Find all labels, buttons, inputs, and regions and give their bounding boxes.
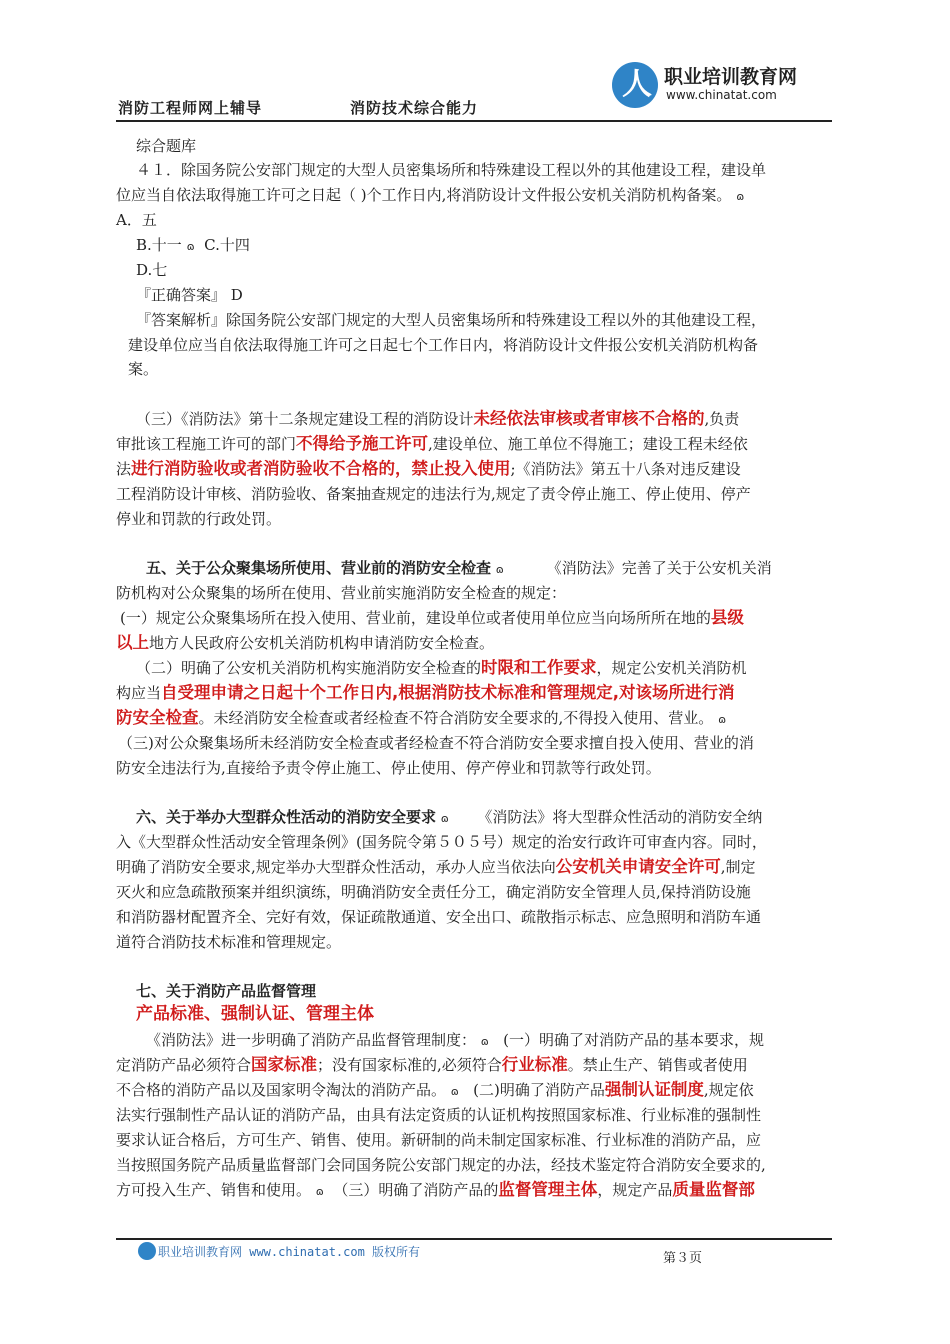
section5-heading: 五、关于公众聚集场所使用、营业前的消防安全检查 ɷ 《消防法》完善了关于公安机关消 — [146, 559, 772, 577]
para3-line5: 停业和罚款的行政处罚。 — [116, 510, 282, 528]
page-number: 第３页 — [663, 1251, 703, 1266]
paragraph-mark-icon: ɷ — [186, 240, 195, 253]
section7-subheading: 产品标准、强制认证、管理主体 — [136, 1004, 374, 1024]
header-course-name: 消防工程师网上辅导 — [118, 99, 263, 117]
section5-line4: 以上地方人民政府公安机关消防机构申请消防安全检查。 — [116, 633, 495, 652]
section7-line6: 当按照国务院产品质量监督部门会同国务院公安部门规定的办法，经技术鉴定符合消防安全要求的, — [116, 1156, 766, 1174]
section7-line3: 不合格的消防产品以及国家明令淘汰的消防产品。 ɷ (二)明确了消防产品强制认证制度,规定依 — [116, 1080, 754, 1099]
section5-line5: （二）明确了公安机关消防机构实施消防安全检查的时限和工作要求，规定公安机关消防机 — [136, 658, 747, 677]
paragraph-mark-icon: ɷ — [718, 713, 727, 726]
logo-url: www.chinatat.com — [666, 88, 777, 102]
option-b-c: B.十一 ɷ C.十四 — [136, 236, 250, 254]
section6-line4: 灭火和应急疏散预案并组织演练，明确消防安全责任分工，确定消防安全管理人员,保持消防设施 — [116, 883, 751, 901]
para3-line1: （三）《消防法》第十二条规定建设工程的消防设计未经依法审核或者审核不合格的,负责 — [136, 409, 740, 428]
section7-line2: 定消防产品必须符合国家标准；没有国家标准的,必须符合行业标准。禁止生产、销售或者使用 — [116, 1055, 748, 1074]
section7-heading: 七、关于消防产品监督管理 — [136, 982, 317, 1000]
paragraph-mark-icon: ɷ — [315, 1185, 324, 1198]
question-text: ４１．除国务院公安部门规定的大型人员密集场所和特殊建设工程以外的其他建设工程，建设单 — [136, 161, 767, 179]
option-a: A．五 — [116, 211, 157, 229]
logo-site-name: 职业培训教育网 — [664, 66, 798, 88]
section5-line9: 防安全违法行为,直接给予责令停止施工、停止使用、停产停业和罚款等行政处罚。 — [116, 759, 661, 777]
paragraph-mark-icon: ɷ — [480, 1035, 489, 1048]
section7-line4: 法实行强制性产品认证的消防产品，由具有法定资质的认证机构按照国家标准、行业标准的强制性 — [116, 1106, 762, 1124]
answer-analysis-end: 案。 — [128, 360, 159, 378]
footer-rule — [116, 1238, 832, 1240]
para3-line3: 法进行消防验收或者消防验收不合格的，禁止投入使用;《消防法》第五十八条对违反建设 — [116, 459, 741, 478]
paragraph-mark-icon: ɷ — [450, 1085, 459, 1098]
option-d: D.七 — [136, 261, 168, 279]
question-text-cont: 位应当自依法取得施工许可之日起（ )个工作日内,将消防设计文件报公安机关消防机构备案。 ɷ — [116, 186, 745, 204]
section5-line7: 防安全检查。未经消防安全检查或者经检查不符合消防安全要求的,不得投入使用、营业。 ɷ — [116, 708, 727, 727]
para3-line2: 审批该工程施工许可的部门不得给予施工许可,建设单位、施工单位不得施工；建设工程未经依 — [116, 434, 748, 453]
section6-line5: 和消防器材配置齐全、完好有效，保证疏散通道、安全出口、疏散指示标志、应急照明和消防车通 — [116, 908, 762, 926]
section6-line2: 入《大型群众性活动安全管理条例》(国务院令第５０５号）规定的治安行政许可审查内容。同时， — [116, 833, 767, 851]
section5-line6: 构应当自受理申请之日起十个工作日内,根据消防技术标准和管理规定,对该场所进行消 — [116, 683, 735, 702]
paragraph-mark-icon: ɷ — [736, 190, 745, 203]
section6-line3: 明确了消防安全要求,规定举办大型群众性活动，承办人应当依法向公安机关申请安全许可,制定 — [116, 857, 756, 876]
paragraph-mark-icon: ɷ — [495, 563, 504, 576]
header-rule — [116, 120, 832, 122]
para3-line4: 工程消防设计审核、消防验收、备案抽查规定的违法行为,规定了责令停止施工、停止使用、停产 — [116, 485, 751, 503]
running-person-icon: 人 — [612, 62, 658, 108]
question-bank-label: 综合题库 — [136, 137, 197, 155]
section5-line3: (一）规定公众聚集场所在投入使用、营业前，建设单位或者使用单位应当向场所所在地的县级 — [120, 608, 744, 627]
correct-answer: 『正确答案』 D — [136, 286, 243, 304]
header-subject: 消防技术综合能力 — [350, 99, 479, 117]
site-logo — [612, 60, 822, 116]
section7-line7: 方可投入生产、销售和使用。 ɷ （三）明确了消防产品的监督管理主体，规定产品质量监督部 — [116, 1180, 755, 1199]
paragraph-mark-icon: ɷ — [440, 812, 449, 825]
section7-line1: 《消防法》进一步明确了消防产品监督管理制度： ɷ (一）明确了对消防产品的基本要求，规 — [146, 1031, 764, 1049]
section5-line8: （三)对公众聚集场所未经消防安全检查或者经检查不符合消防安全要求擅自投入使用、营业的消 — [118, 734, 754, 752]
section7-line5: 要求认证合格后，方可生产、销售、使用。新研制的尚未制定国家标准、行业标准的消防产品，应 — [116, 1131, 762, 1149]
section6-line6: 道符合消防技术标准和管理规定。 — [116, 933, 342, 951]
answer-analysis-cont: 建设单位应当自依法取得施工许可之日起七个工作日内，将消防设计文件报公安机关消防机构备 — [128, 336, 759, 354]
section5-line2: 防机构对公众聚集的场所在使用、营业前实施消防安全检查的规定： — [116, 584, 567, 602]
footer-copyright: 职业培训教育网 www.chinatat.com 版权所有 — [158, 1245, 421, 1259]
footer-logo-icon — [138, 1242, 156, 1260]
section6-heading: 六、关于举办大型群众性活动的消防安全要求 ɷ 《消防法》将大型群众性活动的消防安全纳 — [136, 808, 763, 826]
answer-analysis: 『答案解析』除国务院公安部门规定的大型人员密集场所和特殊建设工程以外的其他建设工程， — [136, 311, 767, 329]
